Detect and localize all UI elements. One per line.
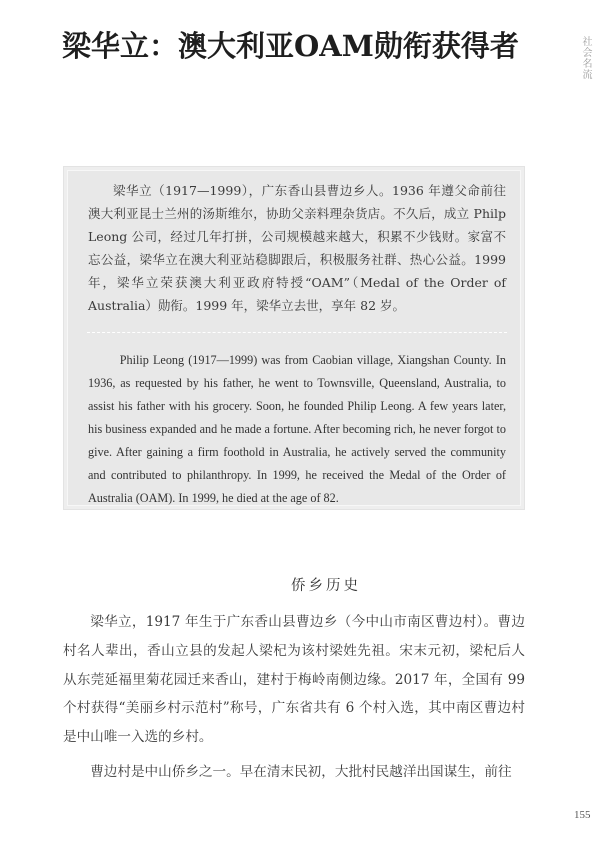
body-paragraph: 曹边村是中山侨乡之一。早在清末民初，大批村民越洋出国谋生，前往	[90, 763, 512, 780]
page-number: 155	[574, 809, 591, 821]
page-title: 梁华立：澳大利亚OAM勋衔获得者	[62, 29, 519, 63]
section-heading: 侨乡历史	[291, 578, 361, 594]
biography-box	[63, 166, 525, 510]
body-paragraph: 梁华立，1917 年生于广东香山县曹边乡（今中山市南区曹边村）。曹边村名人辈出，香山立县的发起人梁杞为该村梁姓先祖。宋末元初，梁杞后人从东莞延福里菊花园迁来香山，建村于梅岭南侧边缘。2017 年，全国有 99 个村获得“美丽乡村示范村”称号，广东省共有 6 个村入选，其中南区曹边村是中山唯一入选的乡村。	[63, 614, 525, 746]
biography-english: Philip Leong (1917—1999) was from Caobian village, Xiangshan County. In 1936, as requested by his father, he went to Townsville, Queensland, Australia, to assist his father with his grocery. Soon, he founded Philip Leong. A few years later, his business expanded and he made a fortune. After becoming rich, he never forgot to give. After gaining a firm foothold in Australia, he actively served the community and contributed to philanthropy. In 1999, he received the Medal of the Order of Australia (OAM). In 1999, he died at the age of 82.	[88, 353, 506, 505]
dashed-divider	[87, 332, 507, 333]
section-side-label: 社会名流	[580, 36, 591, 80]
body-text	[63, 608, 525, 787]
biography-box-inner	[67, 170, 521, 506]
biography-chinese: 梁华立（1917—1999），广东香山县曹边乡人。1936 年遵父命前往澳大利亚昆士兰州的汤斯维尔，协助父亲料理杂货店。不久后，成立 Philp Leong 公司，经过几年打拼，公司规模越来越大，积累不少钱财。家富不忘公益，梁华立在澳大利亚站稳脚跟后，积极服务社群、热心公益。1999 年，梁华立荣获澳大利亚政府特授“OAM”（Medal of the Order of Australia）勋衔。1999 年，梁华立去世，享年 82 岁。	[88, 183, 506, 313]
